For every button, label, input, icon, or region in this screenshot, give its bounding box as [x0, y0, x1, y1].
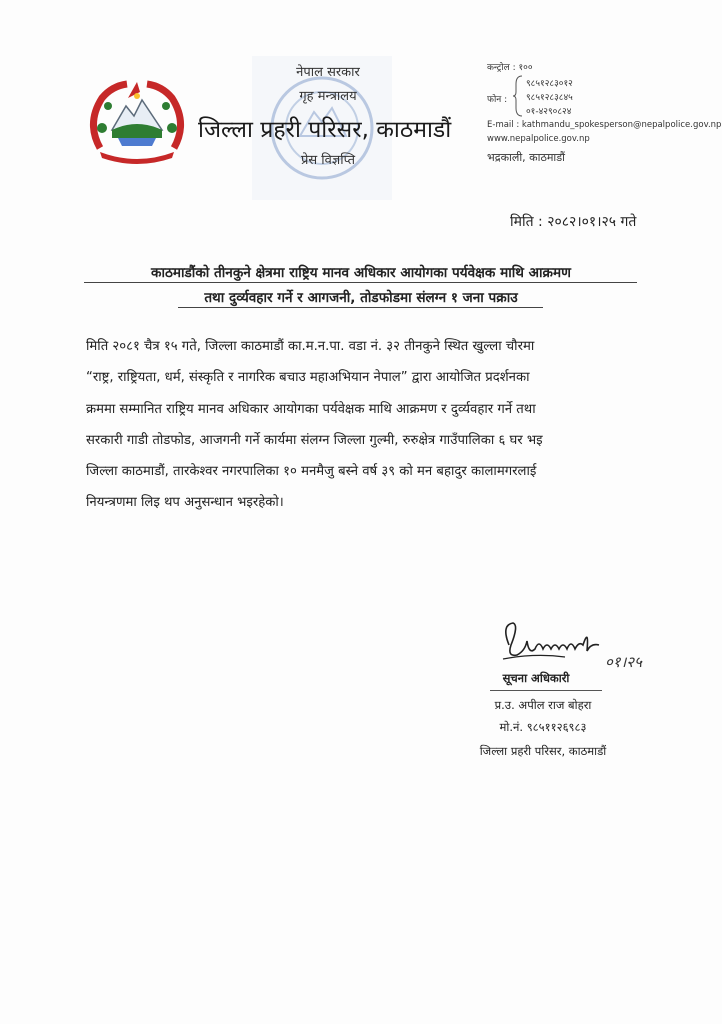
- body-text-line: क्रममा सम्मानित राष्ट्रिय मानव अधिकार आयोगका पर्यवेक्षक माथि आक्रमण र दुर्व्यवहार गर्ने तथा: [86, 402, 536, 417]
- office-address: भद्रकाली, काठमाडौं: [487, 151, 566, 164]
- body-text-line: मिति २०८१ चैत्र १५ गते, जिल्ला काठमाडौं का.म.न.पा. वडा नं. ३२ तीनकुने स्थित खुल्ला चौरमा: [86, 339, 535, 354]
- email-address: E-mail : kathmandu_spokesperson@nepalpolice.gov.np: [487, 120, 722, 130]
- body-text-line: जिल्ला काठमाडौं, तारकेश्वर नगरपालिका १० मनमैजु बस्ने वर्ष ३९ को मन बहादुर कालामगरलाई: [86, 464, 537, 479]
- body-text-line: “राष्ट्र, राष्ट्रियता, धर्म, संस्कृति र नागरिक बचाउ महाअभियान नेपाल” द्वारा आयोजित प्रदर्शनका: [86, 370, 530, 385]
- phone-number: ०१-४२९०८२४: [526, 107, 572, 117]
- control-number: कन्ट्रोल : १००: [487, 63, 533, 73]
- signature-divider: [490, 690, 602, 691]
- release-date: मिति : २०८२।०१।२५ गते: [510, 214, 637, 230]
- signatory-name: प्र.उ. अपील राज बोहरा: [494, 698, 592, 712]
- document-type: प्रेस विज्ञप्ति: [300, 153, 356, 168]
- headline-underline: [84, 282, 637, 283]
- phone-number: ९८५१२८३०१२: [526, 79, 573, 89]
- phone-label: फोन :: [487, 95, 508, 105]
- signatory-mobile: मो.नं. ९८५११२६९८३: [499, 720, 587, 734]
- office-name: जिल्ला प्रहरी परिसर, काठमाडौं: [198, 117, 452, 143]
- signatory-office: जिल्ला प्रहरी परिसर, काठमाडौं: [479, 744, 607, 758]
- handwritten-signature: [495, 615, 685, 675]
- body-text-line: सरकारी गाडी तोडफोड, आजगनी गर्ने कार्यमा संलग्न जिल्ला गुल्मी, रुरुक्षेत्र गाउँपालिका ६ घर भइ: [86, 433, 543, 448]
- nepal-emblem-icon: [82, 78, 192, 168]
- phone-number: ९८५१२८३८४५: [526, 93, 573, 103]
- phone-bracket-icon: [512, 74, 524, 118]
- body-text-line: नियन्त्रणमा लिइ थप अनुसन्धान भइरहेको।: [86, 495, 284, 510]
- ministry-name: गृह मन्त्रालय: [299, 89, 357, 104]
- government-name: नेपाल सरकार: [296, 65, 360, 80]
- headline-line: तथा दुर्व्यवहार गर्ने र आगजनी, तोडफोडमा संलग्न १ जना पक्राउ: [204, 290, 518, 306]
- website-link: www.nepalpolice.gov.np: [487, 134, 590, 144]
- headline-underline: [178, 307, 543, 308]
- signature-date: ०१।२५: [605, 653, 642, 671]
- signatory-title: सूचना अधिकारी: [502, 671, 570, 685]
- headline-line: काठमाडौंको तीनकुने क्षेत्रमा राष्ट्रिय मानव अधिकार आयोगका पर्यवेक्षक माथि आक्रमण: [151, 265, 571, 281]
